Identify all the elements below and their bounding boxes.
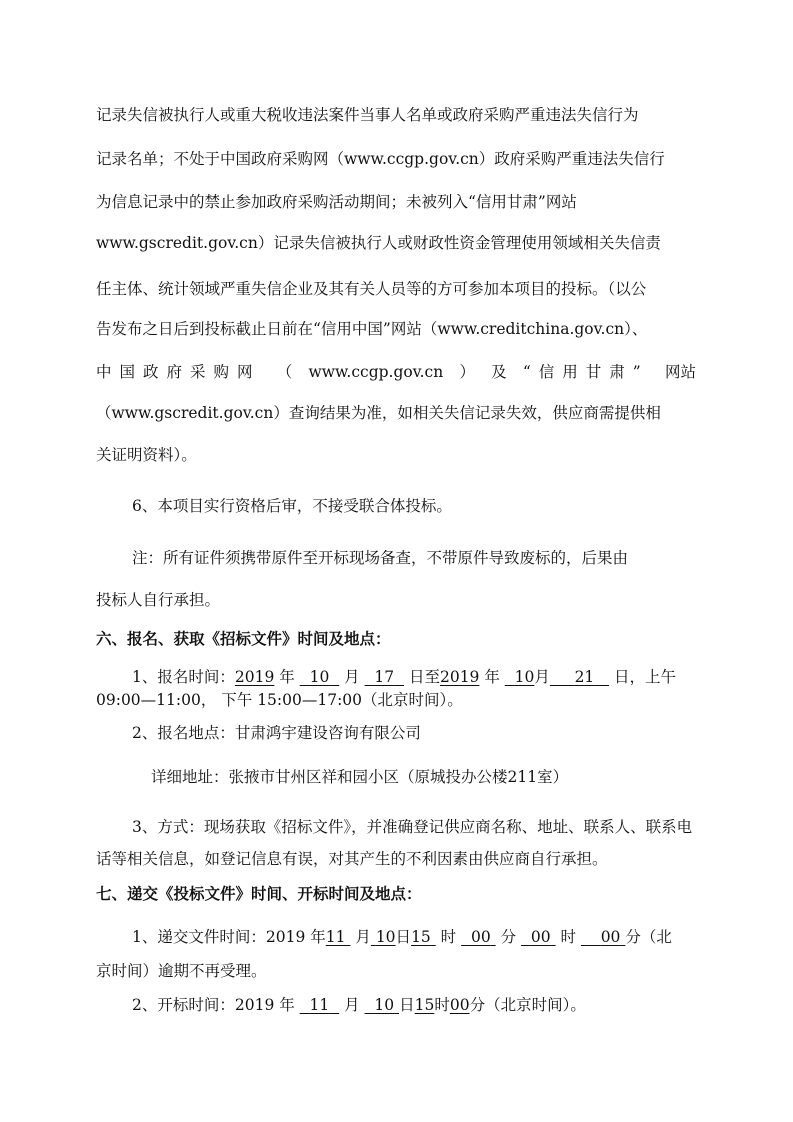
end-year: 2019	[439, 668, 480, 686]
intro-line-2: 记录名单；不处于中国政府采购网（www.ccgp.gov.cn）政府采购严重违法失信行	[96, 150, 665, 168]
start-day: 17	[374, 668, 395, 686]
text: 年	[484, 668, 500, 686]
open-minute: 00	[449, 996, 470, 1014]
submit-hour: 15	[411, 928, 431, 946]
text: 月	[355, 928, 371, 946]
submit-hour-2: 00	[530, 928, 551, 946]
open-hour: 15	[414, 996, 435, 1014]
text: 日	[395, 928, 412, 946]
section-7-heading: 七、递交《投标文件》时间、开标时间及地点：	[96, 885, 422, 903]
spaced-word: www.ccgp.gov.cn	[308, 363, 444, 381]
intro-line-3: 为信息记录中的禁止参加政府采购活动期间；未被列入“信用甘肃”网站	[96, 193, 577, 211]
spaced-word: ）	[459, 363, 475, 381]
text: 月	[344, 668, 360, 686]
start-year: 2019	[234, 668, 275, 686]
note-line-1: 注：所有证件须携带原件至开标现场备查，不带原件导致废标的，后果由	[132, 549, 629, 567]
submit-time-line-1	[132, 926, 672, 948]
submit-day: 10	[375, 928, 396, 946]
submit-month: 11	[325, 928, 346, 946]
method-line-2: 话等相关信息，如登记信息有误，对其产生的不利因素由供应商自行承担。	[96, 850, 608, 868]
open-time	[132, 994, 586, 1016]
text: 分	[500, 928, 517, 946]
submit-minute-2: 00	[600, 928, 621, 946]
item-6: 6、本项目实行资格后审，不接受联合体投标。	[132, 497, 452, 515]
spaced-word: 网站	[664, 363, 696, 381]
text: 时	[434, 996, 450, 1014]
intro-line-1: 记录失信被执行人或重大税收违法案件当事人名单或政府采购严重违法失信行为	[96, 106, 639, 124]
text: 日	[399, 996, 415, 1014]
text: 月	[534, 668, 550, 686]
end-day: 21	[574, 668, 595, 686]
spaced-word: 及	[491, 363, 507, 381]
registration-time-label: 1、报名时间：	[132, 668, 235, 686]
open-time-label: 2、开标时间：2019 年	[132, 996, 295, 1014]
text: 分（北京时间）。	[469, 996, 586, 1014]
registration-time-line-2: 09:00—11:00， 下午 15:00—17:00（北京时间）。	[96, 691, 463, 709]
open-month: 11	[309, 996, 330, 1014]
note-line-2: 投标人自行承担。	[96, 591, 221, 609]
method-line-1: 3、方式：现场获取《招标文件》，并准确登记供应商名称、地址、联系人、联系电	[132, 818, 693, 836]
submit-minute: 00	[470, 928, 491, 946]
intro-line-8: （www.gscredit.gov.cn）查询结果为准，如相关失信记录失效，供应商需提供相	[96, 404, 661, 422]
start-month: 10	[309, 668, 330, 686]
intro-line-9: 关证明资料）。	[96, 446, 197, 464]
intro-line-5: 任主体、统计领域严重失信企业及其有关人员等的方可参加本项目的投标。（以公	[96, 280, 647, 298]
text: 时	[560, 928, 577, 946]
text: 年	[279, 668, 295, 686]
spaced-word: 中国政府采购网	[96, 363, 261, 381]
submit-time-line-2: 京时间）逾期不再受理。	[96, 962, 267, 980]
text: 时	[440, 928, 457, 946]
registration-location: 2、报名地点：甘肃鸿宇建设咨询有限公司	[132, 724, 421, 742]
end-month: 10	[514, 668, 535, 686]
text: 月	[344, 996, 360, 1014]
text: 日至	[408, 668, 440, 686]
registration-address: 详细地址：张掖市甘州区祥和园小区（原城投办公楼211室）	[151, 768, 569, 786]
intro-line-6: 告发布之日后到投标截止日前在“信用中国”网站（www.creditchina.gov.cn）、	[96, 320, 648, 338]
spaced-word: “信用甘肃”	[522, 363, 649, 381]
intro-line-7-spaced	[96, 361, 696, 383]
section-6-heading: 六、报名、获取《招标文件》时间及地点：	[96, 630, 391, 648]
intro-line-4: www.gscredit.gov.cn）记录失信被执行人或财政性资金管理使用领域相关失信责	[96, 234, 661, 252]
text: 分（北	[625, 928, 672, 946]
registration-time-line-1	[132, 666, 676, 688]
text: 日，上午	[614, 668, 677, 686]
open-day: 10	[374, 996, 395, 1014]
spaced-word: （	[276, 363, 293, 381]
submit-time-label: 1、递交文件时间：2019 年	[132, 928, 326, 946]
